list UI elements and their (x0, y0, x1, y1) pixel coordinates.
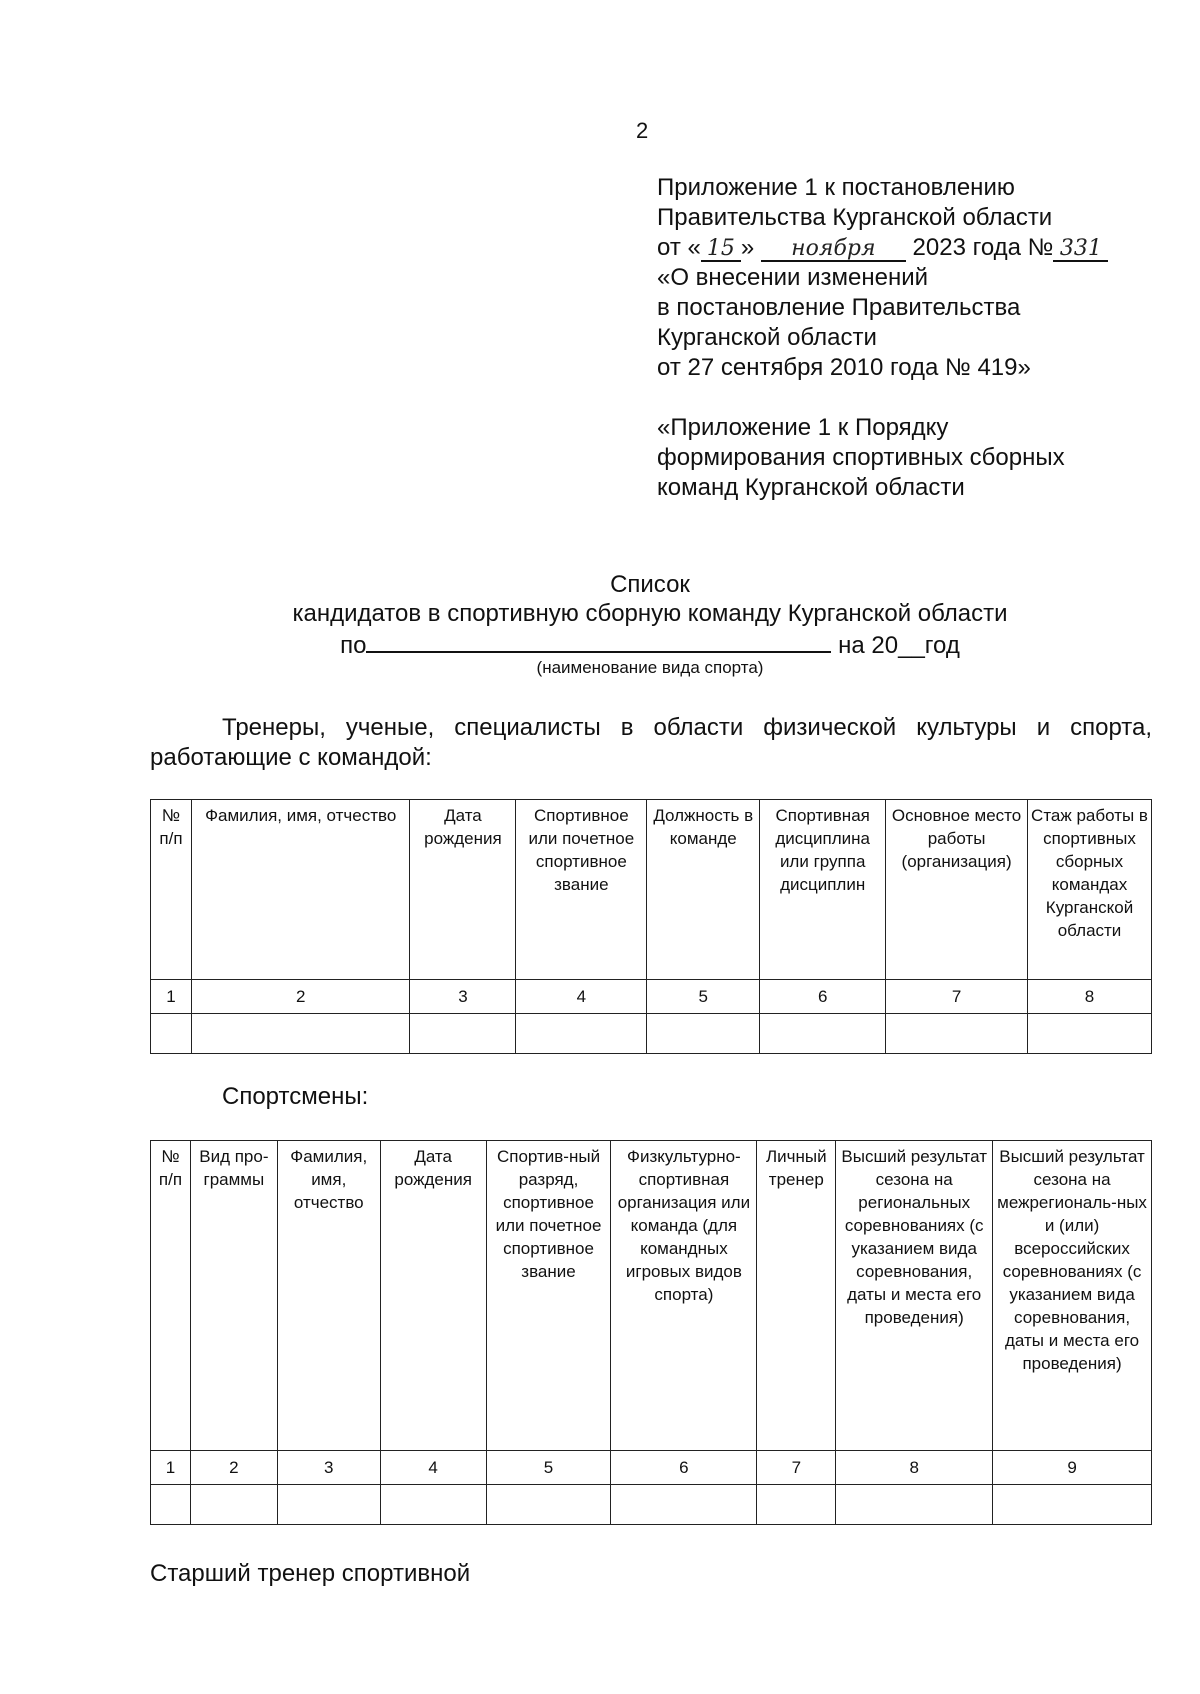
athletes-table (150, 1140, 1152, 1525)
empty-cell[interactable] (611, 1485, 757, 1525)
empty-cell[interactable] (380, 1485, 486, 1525)
coaches-intro-line-1: Тренеры, ученые, специалисты в области физической культуры и спорта, (222, 714, 1152, 741)
athletes-header-row (151, 1141, 1152, 1451)
date-month: ноября (761, 238, 906, 262)
appendix-line-5: в постановление Правительства (657, 294, 1021, 321)
athletes-header-cell: Личный тренер (757, 1141, 836, 1451)
athletes-header-cell: Вид про-граммы (190, 1141, 277, 1451)
coaches-number-cell: 7 (886, 980, 1028, 1014)
coaches-header-cell: Основное место работы (организация) (886, 800, 1028, 980)
empty-cell[interactable] (647, 1014, 760, 1054)
sport-year: на 20__год (838, 632, 960, 659)
coaches-empty-row (151, 1014, 1152, 1054)
sport-prefix: по (340, 632, 367, 659)
athletes-header-cell: Дата рождения (380, 1141, 486, 1451)
appendix-line-9: формирования спортивных сборных (657, 444, 1065, 471)
athletes-number-cell: 6 (611, 1451, 757, 1485)
footer-text: Старший тренер спортивной (150, 1560, 471, 1587)
coaches-number-cell: 6 (760, 980, 886, 1014)
athletes-empty-row (151, 1485, 1152, 1525)
athletes-number-cell: 1 (151, 1451, 191, 1485)
coaches-header-cell: № п/п (151, 800, 192, 980)
coaches-number-cell: 4 (516, 980, 647, 1014)
sport-name-blank (366, 629, 831, 653)
document-subtitle: кандидатов в спортивную сборную команду Курганской области (292, 600, 1008, 627)
athletes-header-cell: Спортив-ный разряд, спортивное или почетное спортивное звание (486, 1141, 611, 1451)
coaches-number-cell: 3 (410, 980, 516, 1014)
athletes-heading: Спортсмены: (222, 1083, 369, 1110)
page-number: 2 (636, 118, 649, 143)
appendix-line-10: команд Курганской области (657, 474, 965, 501)
coaches-header-row (151, 800, 1152, 980)
document-title: Список (610, 571, 690, 598)
empty-cell[interactable] (993, 1485, 1152, 1525)
empty-cell[interactable] (277, 1485, 380, 1525)
empty-cell[interactable] (1028, 1014, 1152, 1054)
coaches-header-cell: Дата рождения (410, 800, 516, 980)
empty-cell[interactable] (760, 1014, 886, 1054)
appendix-date-line (657, 233, 1108, 263)
sport-line (0, 629, 1200, 661)
athletes-number-cell: 9 (993, 1451, 1152, 1485)
empty-cell[interactable] (486, 1485, 611, 1525)
appendix-line-8: «Приложение 1 к Порядку (657, 414, 949, 441)
empty-cell[interactable] (190, 1485, 277, 1525)
empty-cell[interactable] (151, 1014, 192, 1054)
athletes-number-cell: 4 (380, 1451, 486, 1485)
appendix-line-2: Правительства Курганской области (657, 204, 1053, 231)
athletes-number-cell: 2 (190, 1451, 277, 1485)
coaches-number-row (151, 980, 1152, 1014)
coaches-header-cell: Должность в команде (647, 800, 760, 980)
empty-cell[interactable] (410, 1014, 516, 1054)
athletes-number-cell: 5 (486, 1451, 611, 1485)
coaches-number-cell: 5 (647, 980, 760, 1014)
sport-caption: (наименование вида спорта) (536, 658, 764, 677)
date-mid: » (740, 234, 755, 261)
athletes-number-cell: 3 (277, 1451, 380, 1485)
athletes-header-cell: Высший результат сезона на межрегиональ-ных и (или) всероссийских соревнованиях (с указанием вида соревнования, даты и места его проведения) (993, 1141, 1152, 1451)
date-prefix: от « (657, 234, 701, 261)
coaches-header-cell: Фамилия, имя, отчество (191, 800, 410, 980)
empty-cell[interactable] (836, 1485, 993, 1525)
athletes-number-row (151, 1451, 1152, 1485)
athletes-header-cell: № п/п (151, 1141, 191, 1451)
coaches-intro (150, 713, 1152, 773)
empty-cell[interactable] (886, 1014, 1028, 1054)
coaches-number-cell: 1 (151, 980, 192, 1014)
empty-cell[interactable] (151, 1485, 191, 1525)
appendix-block (657, 173, 1108, 503)
coaches-intro-line-2: работающие с командой: (150, 744, 432, 771)
athletes-header-cell: Фамилия, имя, отчество (277, 1141, 380, 1451)
athletes-number-cell: 7 (757, 1451, 836, 1485)
coaches-number-cell: 8 (1028, 980, 1152, 1014)
empty-cell[interactable] (516, 1014, 647, 1054)
coaches-header-cell: Стаж работы в спортивных сборных командах Курганской области (1028, 800, 1152, 980)
date-year: 2023 года № (912, 234, 1054, 261)
coaches-header-cell: Спортивное или почетное спортивное звание (516, 800, 647, 980)
date-day: 15 (701, 238, 741, 262)
coaches-header-cell: Спортивная дисциплина или группа дисциплин (760, 800, 886, 980)
athletes-header-cell: Высший результат сезона на региональных соревнованиях (с указанием вида соревнования, даты и места его проведения) (836, 1141, 993, 1451)
coaches-number-cell: 2 (191, 980, 410, 1014)
appendix-line-1: Приложение 1 к постановлению (657, 174, 1015, 201)
empty-cell[interactable] (191, 1014, 410, 1054)
appendix-line-4: «О внесении изменений (657, 264, 929, 291)
empty-cell[interactable] (757, 1485, 836, 1525)
date-number: 331 (1053, 238, 1108, 262)
appendix-line-7: от 27 сентября 2010 года № 419» (657, 354, 1031, 381)
athletes-number-cell: 8 (836, 1451, 993, 1485)
appendix-line-6: Курганской области (657, 324, 877, 351)
athletes-header-cell: Физкультурно-спортивная организация или команда (для командных игровых видов спорта) (611, 1141, 757, 1451)
coaches-table (150, 799, 1152, 1054)
